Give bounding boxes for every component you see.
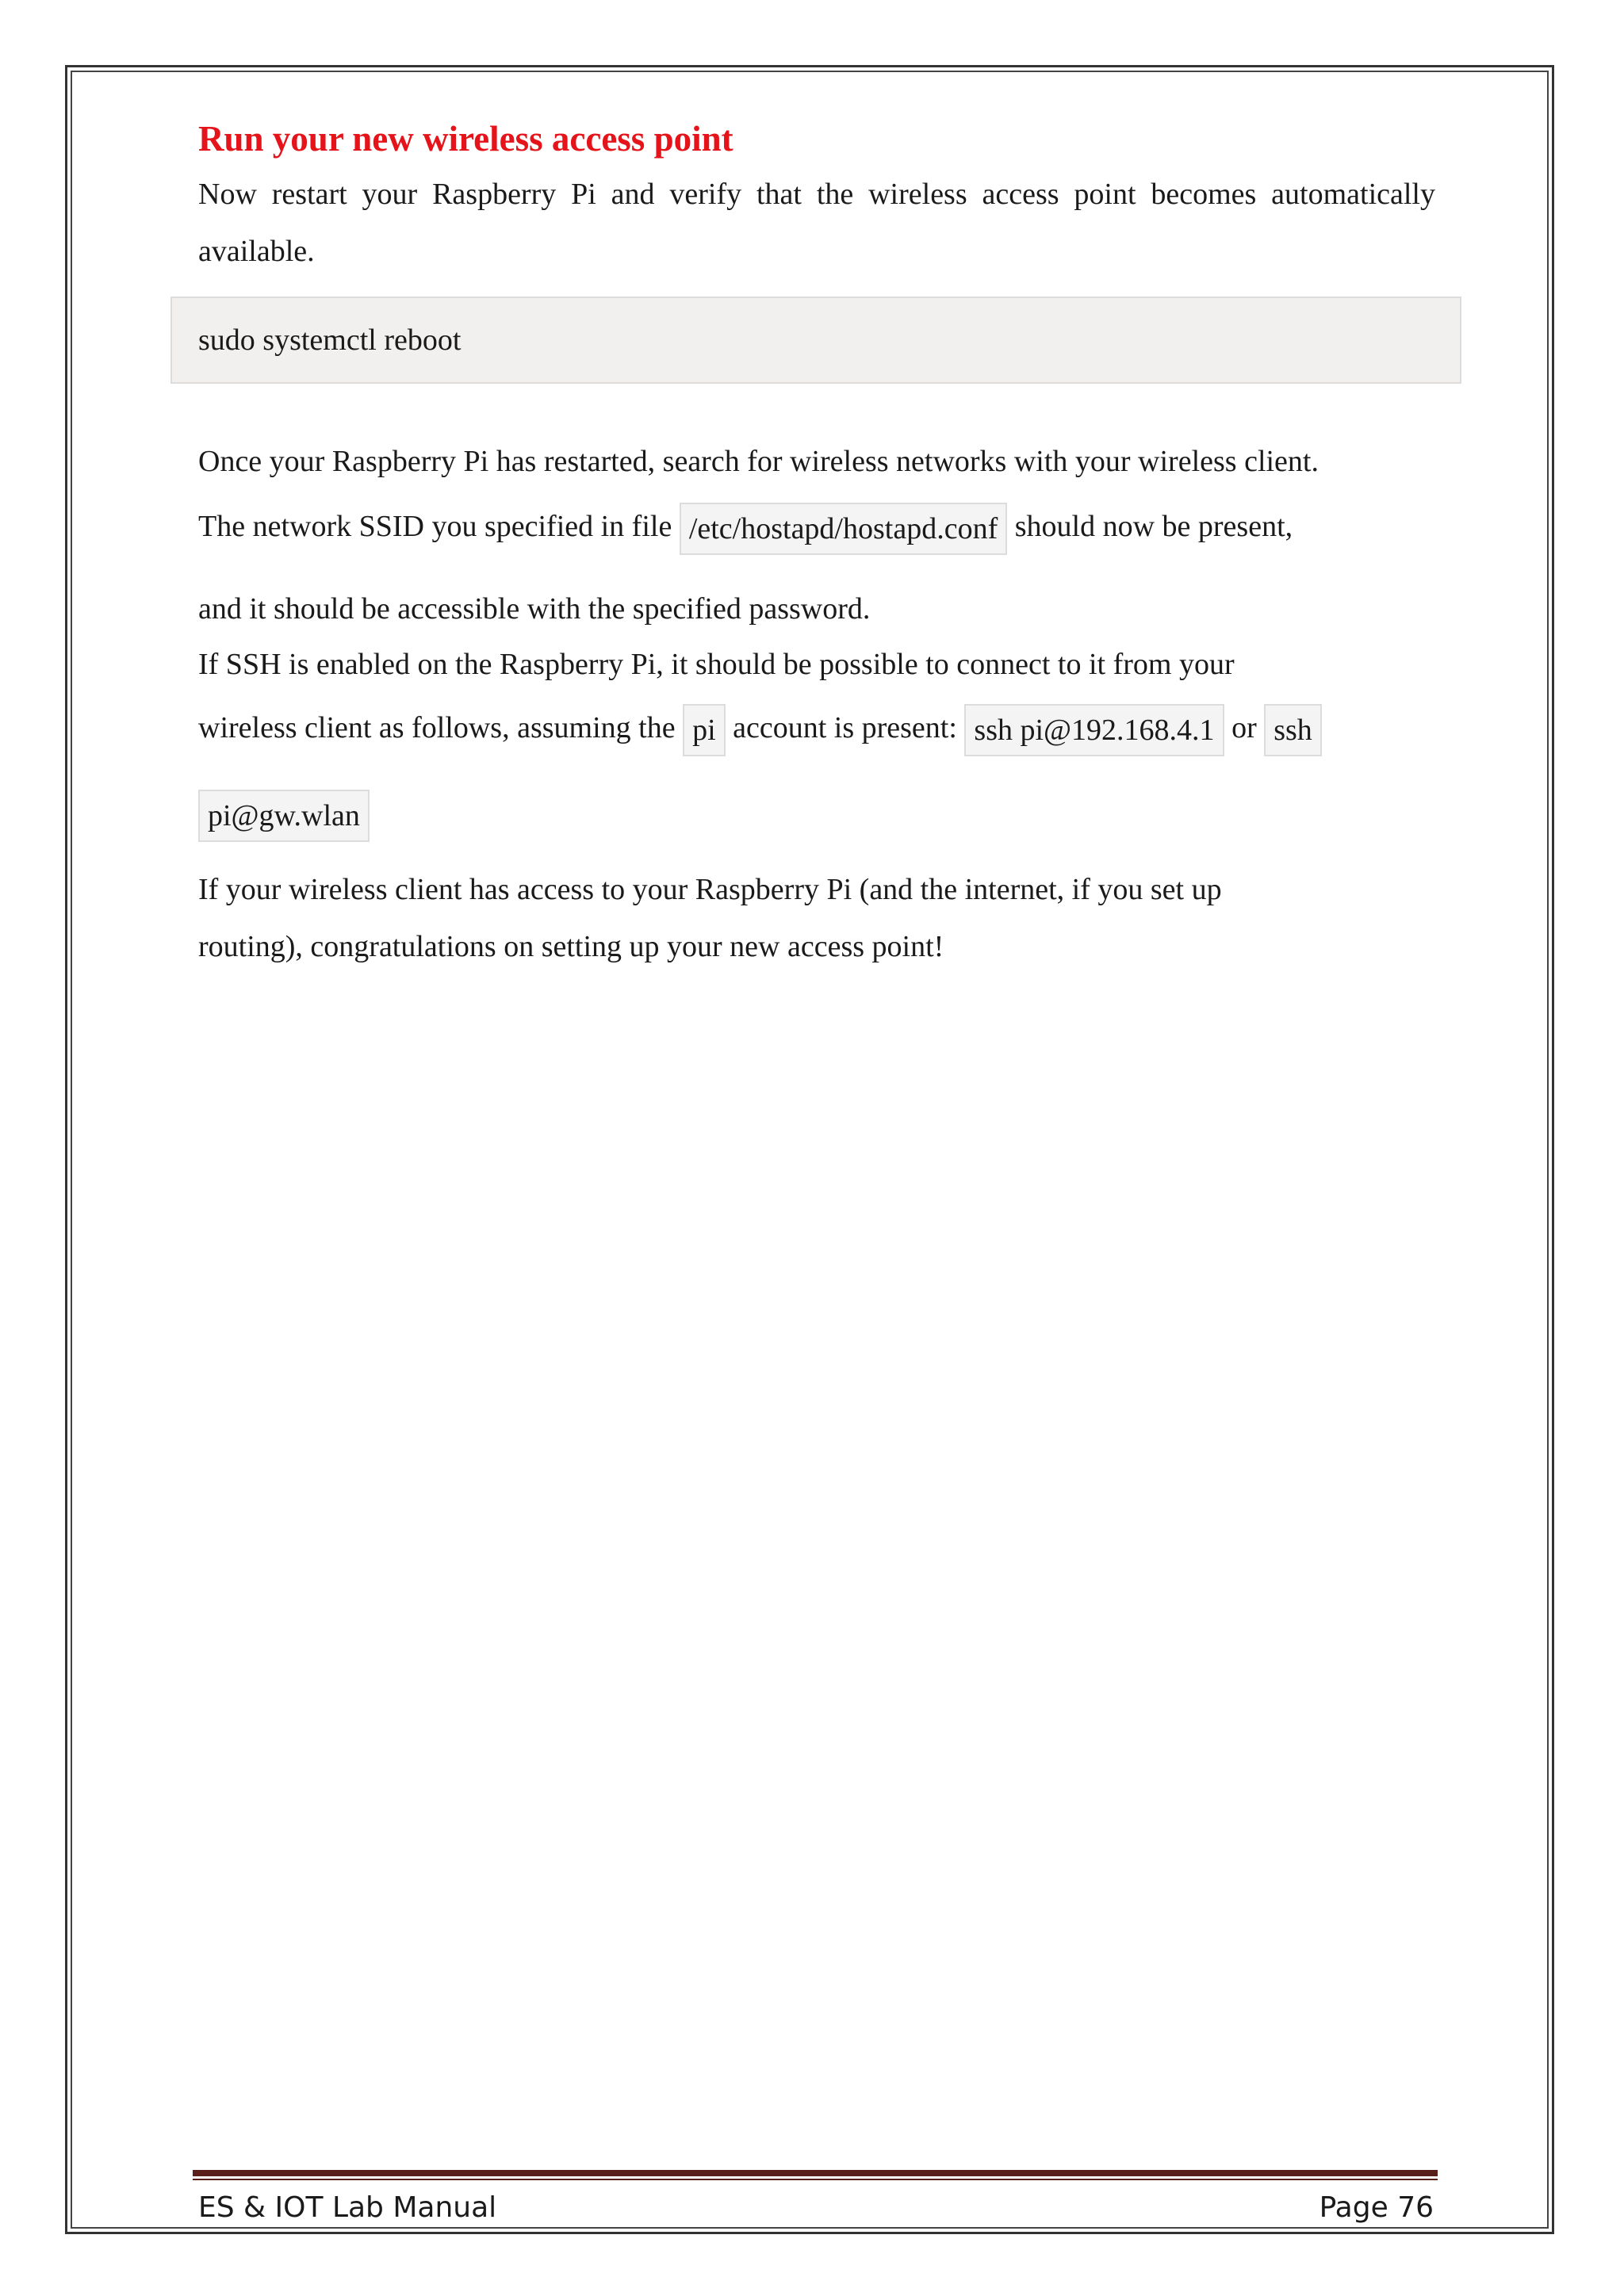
hostapd-conf-path: /etc/hostapd/hostapd.conf: [680, 503, 1007, 555]
paragraph-3-text-before: wireless client as follows, assuming the: [198, 711, 676, 744]
page-border-inner: [71, 71, 1549, 2229]
ssh-hostname-command: pi@gw.wlan: [198, 790, 370, 842]
ssh-command-start: ssh: [1264, 704, 1322, 756]
paragraph-3-line-1: If SSH is enabled on the Raspberry Pi, it should be possible to connect to it from your: [198, 648, 1235, 681]
intro-paragraph: Now restart your Raspberry Pi and verify that the wireless access point becomes automatically available.: [198, 178, 1435, 268]
footer-rule-thick: [193, 2170, 1438, 2176]
paragraph-3-text-middle: account is present:: [733, 711, 957, 744]
paragraph-3-text-or: or: [1231, 711, 1257, 744]
section-heading: Run your new wireless access point: [198, 119, 733, 159]
section-intro: [198, 115, 1435, 280]
paragraph-4-line-1: If your wireless client has access to your Raspberry Pi (and the internet, if you set up: [198, 873, 1222, 906]
code-block: sudo systemctl reboot: [170, 297, 1461, 384]
paragraph-2-line-1: Once your Raspberry Pi has restarted, search for wireless networks with your wireless client.: [198, 445, 1319, 478]
paragraph-2-line-3: and it should be accessible with the specified password.: [198, 592, 871, 626]
paragraph-3-line-2: [198, 699, 1322, 756]
paragraph-2-text-after: should now be present,: [1014, 510, 1293, 543]
footer-manual-title: ES & IOT Lab Manual: [198, 2191, 497, 2224]
ssh-ip-command: ssh pi@192.168.4.1: [964, 704, 1224, 756]
pi-account-code: pi: [683, 704, 726, 756]
paragraph-3-line-3: [198, 785, 370, 842]
footer-page-number: Page 76: [1319, 2191, 1434, 2224]
paragraph-2-line-2: [198, 498, 1293, 555]
paragraph-4-line-2: routing), congratulations on setting up your new access point!: [198, 930, 944, 963]
footer-rule-thin: [193, 2179, 1438, 2180]
paragraph-2-text-before: The network SSID you specified in file: [198, 510, 672, 543]
